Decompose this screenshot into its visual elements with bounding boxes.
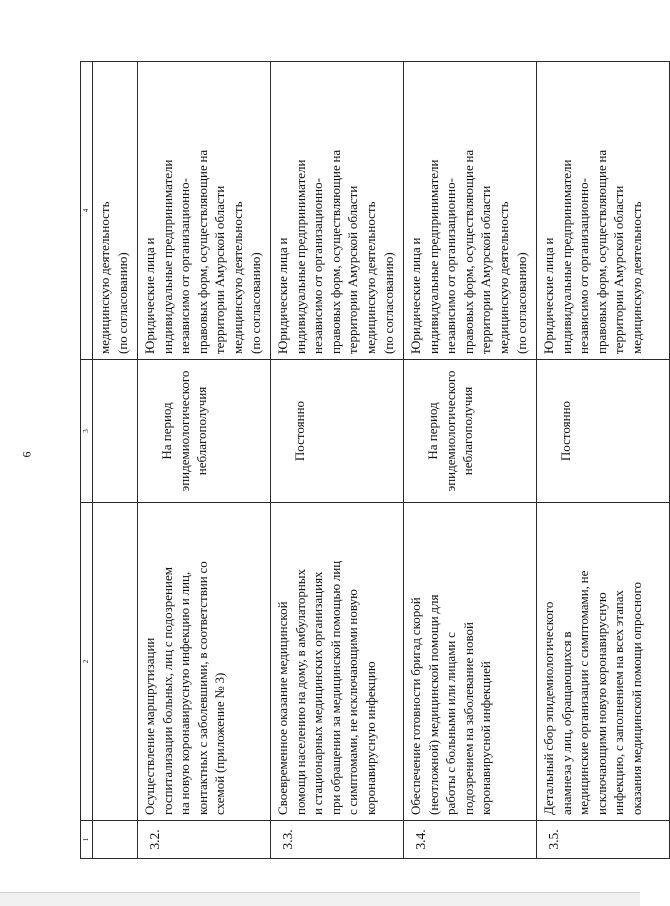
- table-row: [537, 62, 670, 859]
- text-line: территории Амурской области: [345, 185, 361, 354]
- row-number: 3.5.: [537, 821, 670, 859]
- executor-cell: [93, 62, 138, 360]
- period-cell: [138, 360, 271, 503]
- text-line: территории Амурской области: [611, 185, 627, 354]
- executor-cell: [404, 62, 537, 360]
- text-line: коронавирусную инфекцию: [362, 661, 378, 815]
- text-line: (по согласованию): [247, 252, 263, 354]
- executor-cell: [537, 62, 670, 360]
- column-number: 4: [81, 62, 93, 360]
- text-line: индивидуальные предприниматели: [558, 159, 574, 354]
- text-line: Своевременное оказание медицинской: [275, 601, 290, 815]
- text-line: медицинскую деятельность: [495, 201, 511, 354]
- row-number: 3.3.: [271, 821, 404, 859]
- text-line: территории Амурской области: [478, 185, 494, 354]
- text-line: помощи населению на дому, в амбулаторных: [292, 568, 308, 815]
- column-number: 2: [81, 503, 93, 821]
- text-line: Постоянно: [292, 400, 307, 462]
- text-line: медицинскую деятельность: [229, 201, 245, 354]
- text-line: при обращении за медицинской помощью лиц: [327, 560, 343, 815]
- text-line: коронавирусной инфекцией: [478, 661, 494, 815]
- continuation-row: [93, 62, 138, 859]
- text-line: анамнеза у лиц, обращающихся в: [558, 631, 574, 815]
- text-line: индивидуальные предприниматели: [292, 159, 308, 354]
- period-cell: [537, 360, 670, 503]
- text-line: независимо от организационно-: [443, 178, 459, 354]
- text-line: работы с больными или лицами с: [443, 632, 459, 815]
- text-line: территории Амурской области: [212, 185, 228, 354]
- column-number: 3: [81, 360, 93, 503]
- text-line: (по согласованию): [114, 252, 130, 354]
- page-number: 6: [19, 451, 34, 458]
- text-line: оказания медицинской помощи опросного: [628, 581, 644, 815]
- text-line: с симптомами, не исключающими новую: [345, 589, 361, 815]
- period-cell: [271, 360, 404, 503]
- text-line: неблагополучия: [460, 386, 476, 476]
- row-number: 3.2.: [138, 821, 271, 859]
- column-number: 1: [81, 821, 93, 859]
- text-line: Юридические лица и: [142, 237, 157, 354]
- text-line: индивидуальные предприниматели: [425, 159, 441, 354]
- text-line: эпидемиологического: [176, 370, 192, 492]
- executor-cell: [271, 62, 404, 360]
- scan-edge: [0, 892, 640, 906]
- measures-table: [80, 61, 670, 859]
- column-number-row: [81, 62, 93, 859]
- period-cell: [404, 360, 537, 503]
- text-line: подозрением на заболевание новой: [460, 622, 476, 815]
- text-line: независимо от организационно-: [177, 178, 193, 354]
- text-line: правовых форм, осуществляющие на: [593, 149, 609, 354]
- row-number: 3.4.: [404, 821, 537, 859]
- text-line: индивидуальные предприниматели: [159, 159, 175, 354]
- text-line: и стационарных медицинских организациях: [310, 571, 326, 815]
- text-line: На период: [425, 402, 440, 460]
- text-line: независимо от организационно-: [310, 178, 326, 354]
- text-line: медицинскую деятельность: [628, 201, 644, 354]
- text-line: медицинские организации с симптомами, не: [576, 570, 592, 815]
- text-line: на новую коронавирусную инфекцию и лиц,: [177, 571, 193, 815]
- text-line: На период: [159, 402, 174, 460]
- action-cell: [271, 503, 404, 821]
- text-line: (по согласованию): [380, 252, 396, 354]
- text-line: госпитализации больных, лиц с подозрением: [159, 567, 175, 815]
- text-line: Юридические лица и: [408, 237, 423, 354]
- text-line: контактных с заболевшими, в соответствии со: [194, 561, 210, 815]
- table-row: [404, 62, 537, 859]
- text-line: инфекцию, с заполнением на всех этапах: [611, 589, 627, 815]
- text-line: правовых форм, осуществляющие на: [327, 149, 343, 354]
- rotated-table-frame: [80, 62, 644, 859]
- text-line: Юридические лица и: [275, 237, 290, 354]
- text-line: (неотложной) медицинской помощи для: [425, 594, 441, 815]
- text-line: Юридические лица и: [541, 237, 556, 354]
- text-line: Постоянно: [558, 400, 573, 462]
- table-row: [271, 62, 404, 859]
- text-line: медицинскую деятельность: [362, 201, 378, 354]
- text-line: независимо от организационно-: [576, 178, 592, 354]
- text-line: Обеспечение готовности бригад скорой: [408, 597, 423, 815]
- table-row: [138, 62, 271, 859]
- text-line: (по согласованию): [513, 252, 529, 354]
- text-line: правовых форм, осуществляющие на: [194, 149, 210, 354]
- text-line: схемой (приложение № 3): [212, 672, 228, 815]
- text-line: Детальный сбор эпидемиологического: [541, 601, 556, 815]
- action-cell: [404, 503, 537, 821]
- executor-cell: [138, 62, 271, 360]
- text-line: Осуществление маршрутизации: [142, 637, 157, 815]
- text-line: правовых форм, осуществляющие на: [460, 149, 476, 354]
- text-line: исключающими новую коронавирусную: [593, 592, 609, 815]
- text-line: эпидемиологического: [442, 370, 458, 492]
- action-cell: [138, 503, 271, 821]
- text-line: неблагополучия: [194, 386, 210, 476]
- text-line: медицинскую деятельность: [97, 201, 112, 354]
- action-cell: [537, 503, 670, 821]
